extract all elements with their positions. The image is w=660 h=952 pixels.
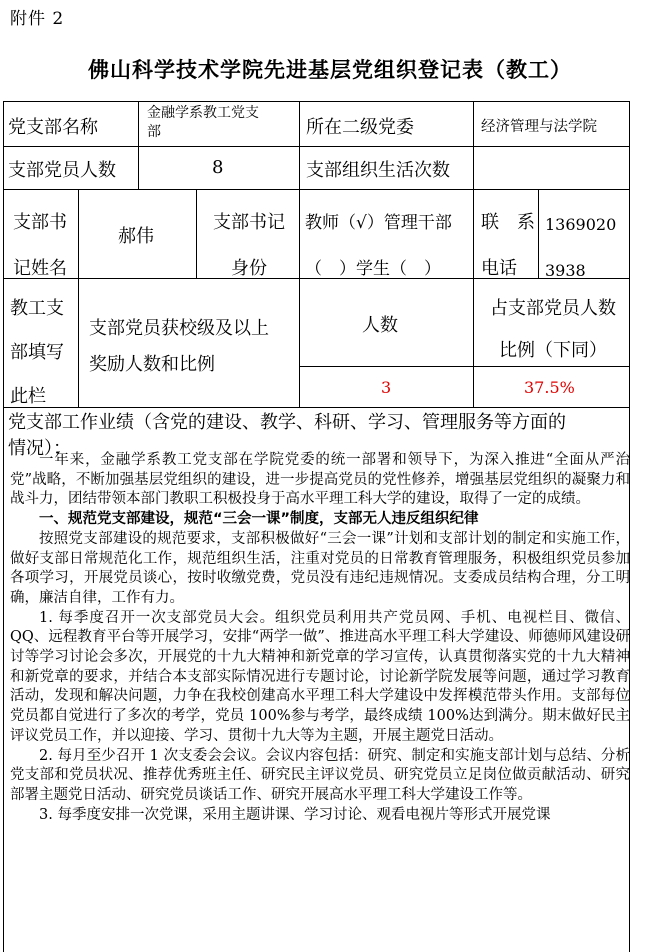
- table-line: [473, 101, 474, 407]
- parent-committee-value: 经济管理与法学院: [481, 119, 597, 135]
- award-ratio-value: 37.5%: [524, 378, 575, 397]
- member-count-label: 支部党员人数: [8, 160, 116, 181]
- page-title: 佛山科学技术学院先进基层党组织登记表（教工）: [88, 58, 572, 82]
- table-line: [3, 146, 629, 147]
- table-line: [196, 189, 197, 279]
- secretary-name-value: 郝伟: [118, 226, 154, 247]
- performance-body: [10, 451, 630, 825]
- table-line: [299, 101, 300, 407]
- table-border-top: [3, 101, 629, 102]
- table-line: [78, 189, 79, 407]
- phone-value: 1369020 3938: [545, 215, 617, 280]
- phone-label: 联 系 电话: [481, 212, 535, 279]
- paragraph: 1. 每季度召开一次支部党员大会。组织党员利用共产党员网、手机、电视栏目、微信、QQ、远程教育平台等开展学习，安排“两学一做”、推进高水平理工科大学建设、师德师风建设研讨等学习讨论会多次，开展党的十九大精神和新党章的学习宣传，认真贯彻落实党的十九大精神和新党章的要求，并结合本支部实际情况进行专题讨论，讨论新学院发展等问题，通过学习教育活动，发现和解决问题，力争在我校创建高水平理工科大学建设中发挥模范带头作用。支部每位党员都自觉进行了多次的考学，党员 100%参与考学，最终成绩 100%达到满分。期末做好民主评议党员工作，并以迎接、学习、贯彻十九大等为主题，开展主题党日活动。: [10, 609, 630, 744]
- count-header: 人数: [362, 315, 398, 336]
- paragraph: 按照党支部建设的规范要求，支部积极做好“三会一课”计划和支部计划的制定和实施工作，做好支部日常规范化工作，规范组织生活，注重对党员的日常教育管理服务，积极组织党员参加各项学习，开展党员谈心，按时收缴党费，党员没有违纪违规情况。支委成员结构合理，分工明确，廉洁自律，工作有力。: [10, 530, 630, 606]
- section-heading: 一、规范党支部建设，规范“三会一课”制度，支部无人违反组织纪律: [39, 511, 479, 528]
- table-line: [138, 101, 139, 190]
- attachment-label: 附件 2: [10, 9, 65, 29]
- table-line: [538, 189, 539, 279]
- secretary-name-label: 支部书 记姓名: [13, 212, 67, 279]
- activity-count-label: 支部组织生活次数: [306, 160, 450, 181]
- award-count-value: 3: [381, 378, 392, 397]
- branch-name-label: 党支部名称: [8, 117, 98, 138]
- table-border-left: [3, 101, 4, 952]
- ratio-header: 占支部党员人数 比例（下同）: [490, 298, 616, 361]
- secretary-identity-options: 教师（√）管理干部 （ ）学生（ ）: [305, 213, 452, 279]
- parent-committee-label: 所在二级党委: [306, 117, 414, 138]
- member-count-value: 8: [212, 157, 224, 178]
- paragraph-intro: 一年来，金融学系教工党支部在学院党委的统一部署和领导下，为深入推进“全面从严治党”战略，不断加强基层党组织的建设，进一步提高党员的党性修养，增强基层党组织的凝聚力和战斗力，团结带领本部门教职工积极投身于高水平理工科大学的建设，取得了一定的成绩。: [10, 452, 630, 508]
- award-label: 支部党员获校级及以上 奖励人数和比例: [89, 318, 269, 375]
- paragraph: 3. 每季度安排一次党课，采用主题讲课、学习讨论、观看电视片等形式开展党课: [39, 806, 551, 823]
- paragraph: 2. 每月至少召开 1 次支委会会议。会议内容包括：研究、制定和实施支部计划与总结、分析党支部和党员状况、推荐优秀班主任、研究民主评议党员、研究党员立足岗位做贡献活动、研究部署主题党日活动、研究党员谈话工作、研究开展高水平理工科大学建设工作等。: [10, 747, 630, 803]
- table-line: [3, 407, 629, 408]
- branch-name-value: 金融学系教工党支 部: [147, 105, 259, 140]
- fill-section-label: 教工支 部填写 此栏: [10, 298, 64, 407]
- secretary-identity-label: 支部书记 身份: [213, 212, 285, 279]
- performance-header: 党支部工作业绩（含党的建设、教学、科研、学习、管理服务等方面的 情况）：: [8, 412, 566, 459]
- table-line: [3, 189, 629, 190]
